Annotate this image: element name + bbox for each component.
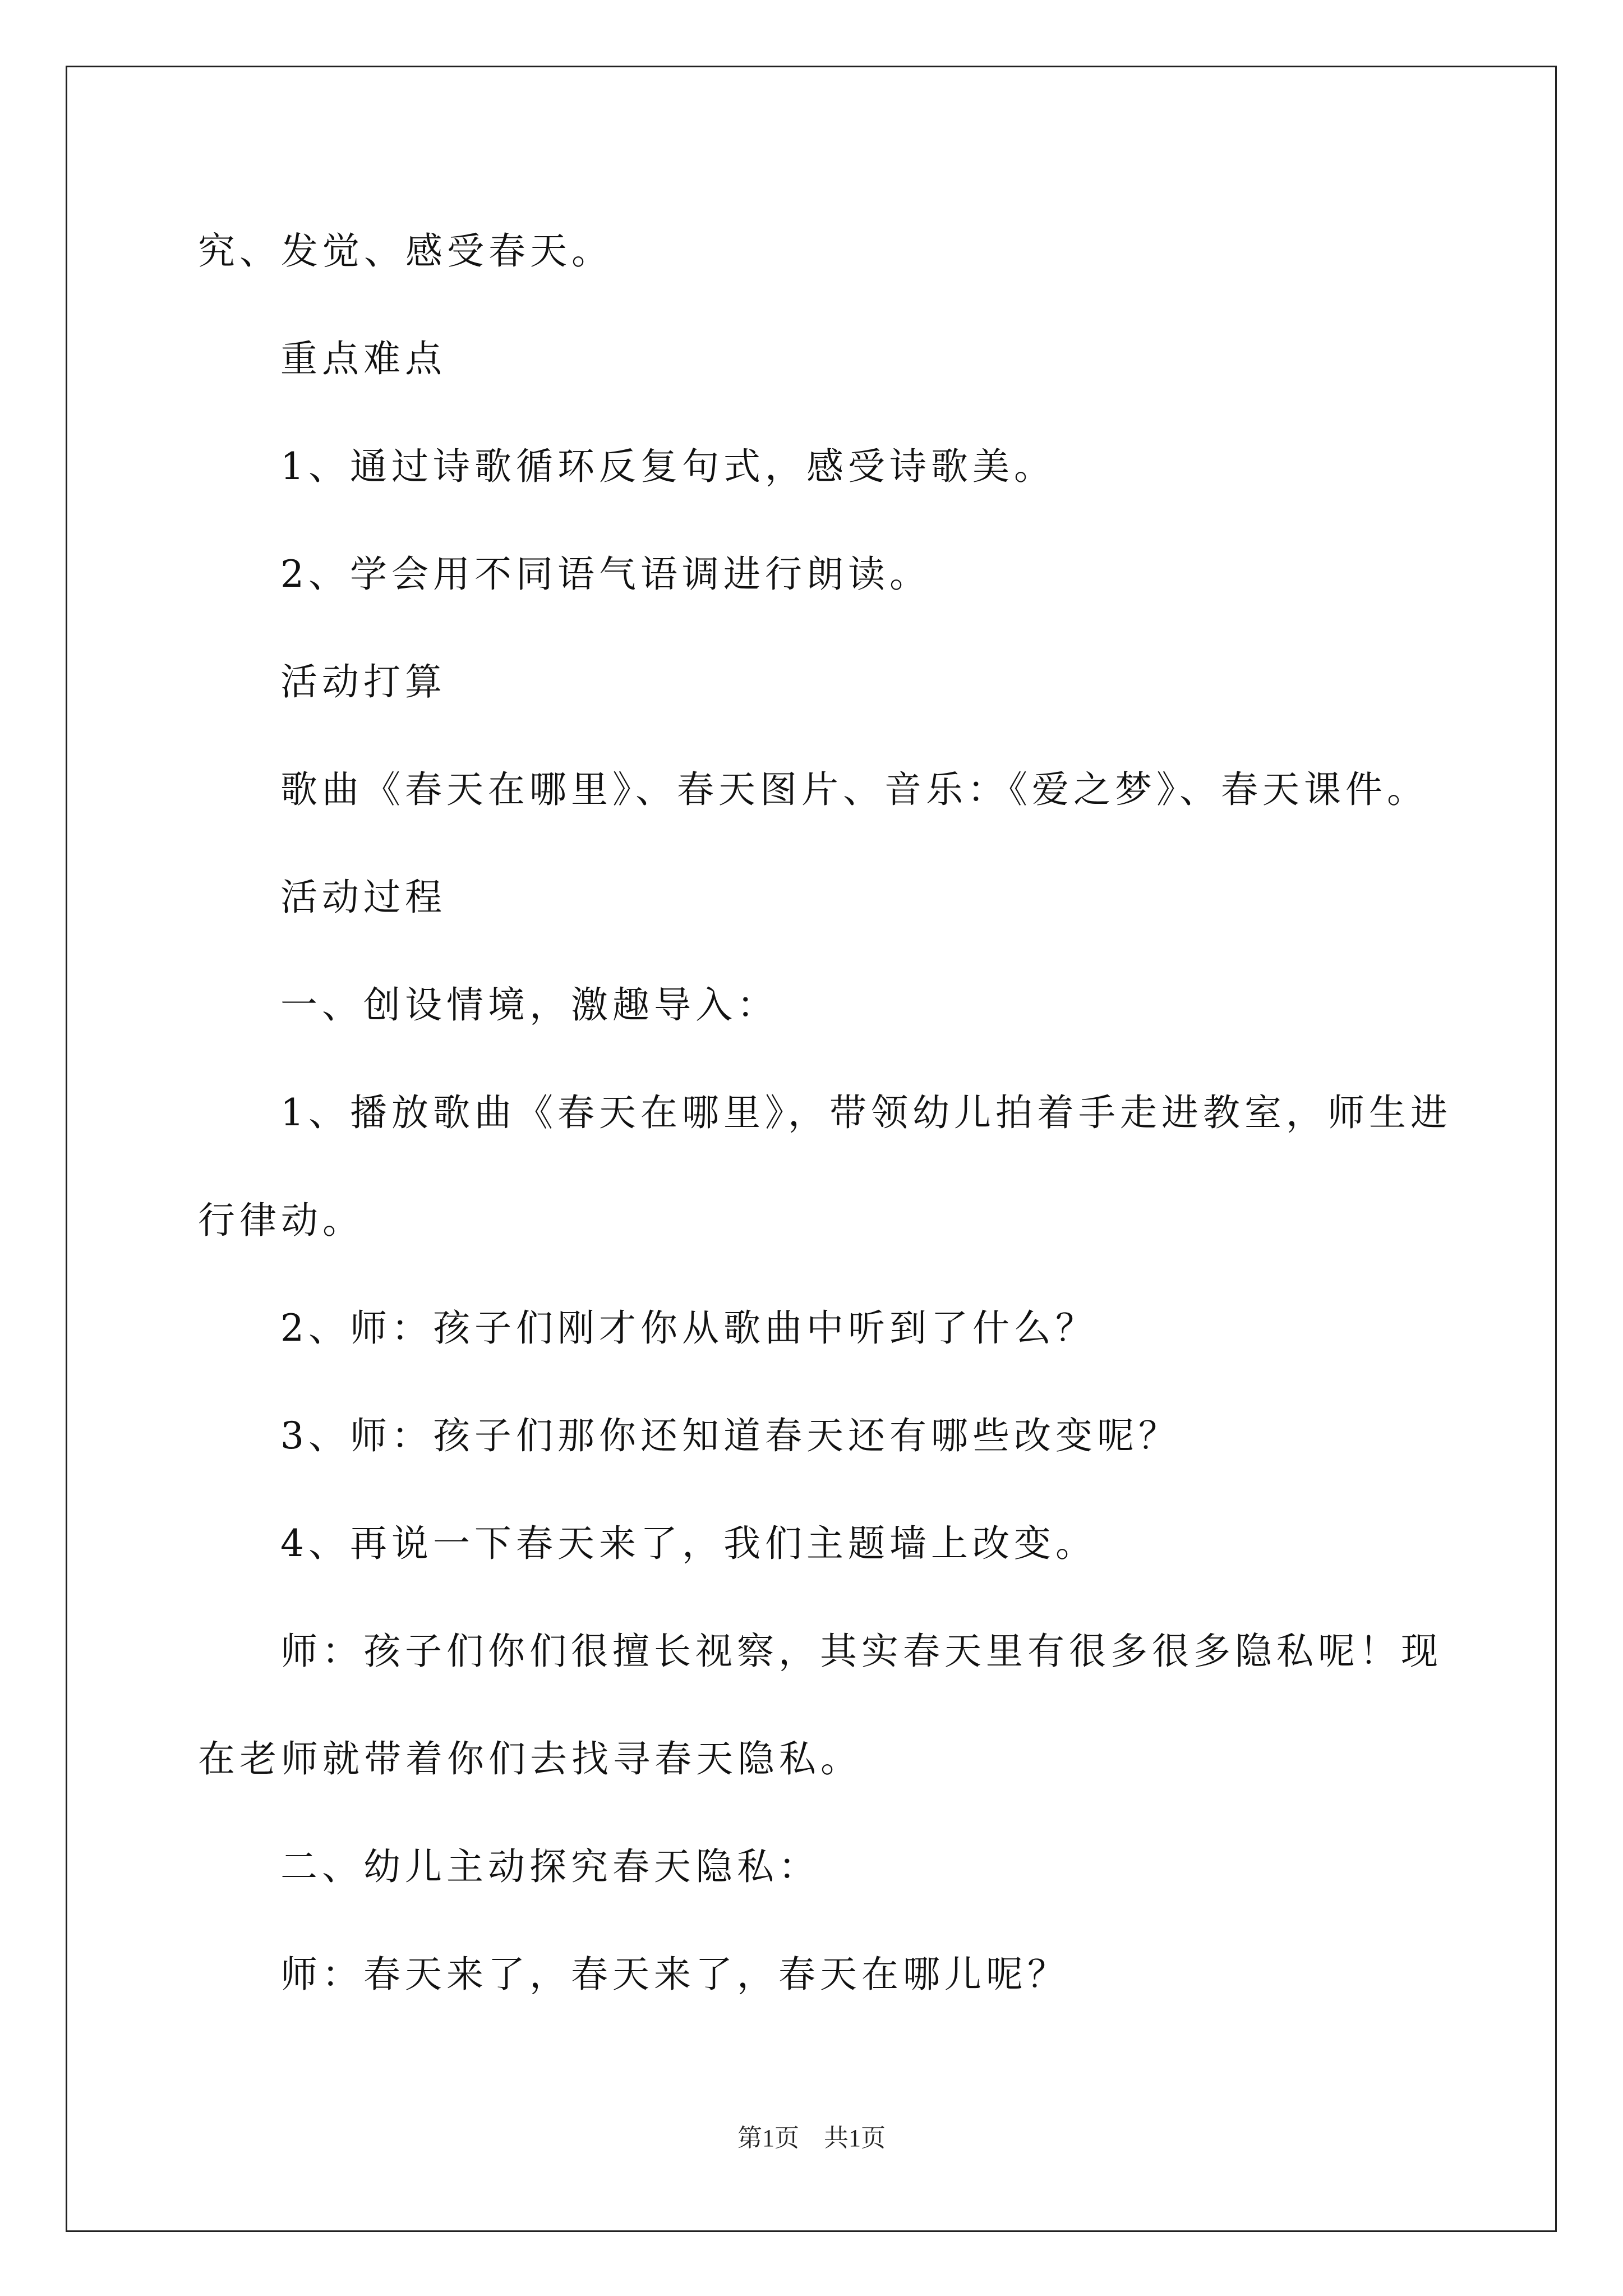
text-line-11: 2、师：孩子们刚才你从歌曲中听到了什么？ xyxy=(280,1306,1097,1350)
text-line-4: 2、学会用不同语气语调进行朗读。 xyxy=(280,553,931,596)
text-line-1: 究、发觉、感受春天。 xyxy=(198,229,613,273)
heading-activity-process: 活动过程 xyxy=(280,876,446,919)
text-line-17: 师：春天来了，春天来了，春天在哪儿呢？ xyxy=(280,1953,1069,1996)
text-line-9: 1、播放歌曲《春天在哪里》，带领幼儿拍着手走进教室，师生进 xyxy=(280,1091,1452,1134)
text-line-15: 在老师就带着你们去找寻春天隐私。 xyxy=(198,1737,862,1780)
text-line-16: 二、幼儿主动探究春天隐私： xyxy=(280,1845,820,1888)
page-border xyxy=(66,66,1557,2232)
text-line-8: 一、创设情境，激趣导入： xyxy=(280,983,778,1027)
heading-activity-preparation: 活动打算 xyxy=(280,660,446,703)
text-line-3: 1、通过诗歌循环反复句式，感受诗歌美。 xyxy=(280,445,1055,488)
text-line-14: 师：孩子们你们很擅长视察，其实春天里有很多很多隐私呢！现 xyxy=(280,1630,1442,1673)
text-line-10: 行律动。 xyxy=(198,1199,364,1242)
text-line-13: 4、再说一下春天来了，我们主题墙上改变。 xyxy=(280,1522,1097,1565)
text-line-6: 歌曲《春天在哪里》、春天图片、音乐：《爱之梦》、春天课件。 xyxy=(280,768,1428,811)
page-footer: 第1页 共1页 xyxy=(737,2124,886,2152)
heading-key-points: 重点难点 xyxy=(280,337,446,380)
text-line-12: 3、师：孩子们那你还知道春天还有哪些改变呢？ xyxy=(280,1414,1180,1457)
